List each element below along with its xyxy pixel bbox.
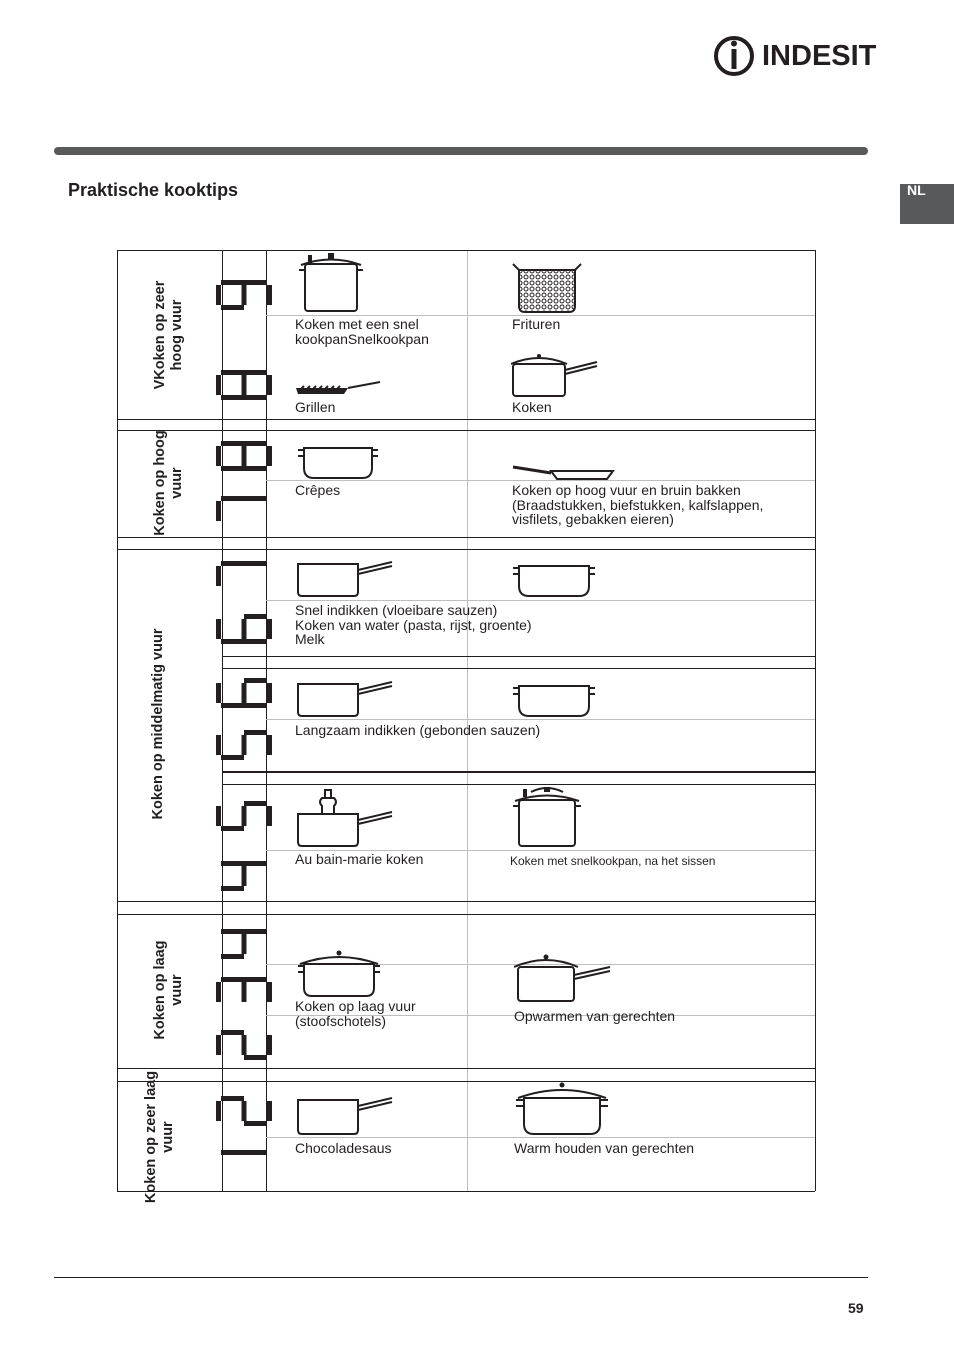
stewpot-icon	[296, 948, 382, 998]
section-divider	[117, 1081, 815, 1082]
heat-setting-digit-4	[216, 929, 272, 959]
digit-segment	[221, 1030, 244, 1035]
digit-segment	[221, 1096, 244, 1101]
digit-segment	[216, 806, 221, 826]
heat-setting-digit-2	[216, 1030, 272, 1060]
digit-segment	[216, 683, 221, 703]
caption-searing: Koken op hoog vuur en bruin bakken (Braadstukken, biefstukken, kalfslappen, visfilets, gebakken eieren)	[512, 482, 764, 527]
grill-pan-icon	[296, 378, 382, 398]
digit-segment	[267, 683, 272, 703]
digit-segment	[221, 826, 244, 831]
table-bottom-border	[117, 1191, 815, 1192]
digit-segment	[242, 375, 247, 395]
section-divider	[117, 901, 815, 902]
digit-segment	[244, 929, 267, 934]
section-divider	[117, 549, 815, 550]
caption-low-heat: Koken op laag vuur	[295, 998, 416, 1014]
digit-segment	[221, 561, 244, 566]
subsection-divider	[222, 771, 815, 773]
digit-segment	[216, 285, 221, 305]
casserole-icon	[296, 444, 380, 480]
digit-segment	[267, 446, 272, 466]
digit-segment	[244, 678, 267, 683]
digit-segment	[216, 982, 221, 1002]
heat-setting-digit-1	[216, 1150, 272, 1180]
digit-segment	[267, 375, 272, 395]
caption-pressure-after-hiss: Koken met snelkookpan, na het sissen	[510, 854, 716, 868]
digit-segment	[244, 730, 267, 735]
section-divider	[117, 1068, 815, 1069]
digit-segment	[267, 806, 272, 826]
section-label-text: Koken op middelmatig vuur	[150, 628, 166, 820]
caption-chocolate-sauce: Chocoladesaus	[295, 1140, 392, 1156]
digit-segment	[216, 1035, 221, 1055]
bain-marie-icon	[296, 788, 394, 848]
header-rule	[54, 147, 868, 155]
subsection-divider	[222, 656, 815, 657]
digit-segment	[242, 619, 247, 639]
digit-segment	[244, 977, 267, 982]
saucepan-icon	[511, 352, 599, 398]
digit-segment	[221, 639, 244, 644]
page-number: 59	[848, 1300, 864, 1316]
digit-segment	[221, 929, 244, 934]
digit-segment	[267, 619, 272, 639]
digit-segment	[244, 861, 267, 866]
section-label-high	[152, 423, 188, 543]
caption-boiling: Koken	[512, 399, 552, 415]
row-divider	[266, 1137, 815, 1138]
digit-segment	[244, 395, 267, 400]
digit-segment	[244, 496, 267, 501]
heat-setting-digit-9	[216, 280, 272, 310]
digit-segment	[242, 982, 247, 1002]
digit-segment	[221, 305, 244, 310]
heat-setting-digit-6	[216, 678, 272, 708]
frying-pan-icon	[511, 465, 615, 481]
digit-segment	[267, 735, 272, 755]
language-tab	[900, 184, 954, 224]
caption-crepes: Crêpes	[295, 482, 341, 498]
digit-segment	[221, 496, 244, 501]
digit-segment	[244, 801, 267, 806]
heat-setting-digit-7	[216, 496, 272, 526]
digit-segment	[221, 977, 244, 982]
digit-segment	[216, 1101, 221, 1121]
section-divider	[117, 430, 815, 431]
digit-segment	[244, 280, 267, 285]
digit-segment	[244, 1150, 267, 1155]
digit-segment	[267, 1035, 272, 1055]
digit-segment	[244, 561, 267, 566]
section-label-very-low	[143, 1069, 197, 1205]
digit-segment	[267, 982, 272, 1002]
saucepan-icon	[296, 1094, 394, 1136]
digit-segment	[216, 375, 221, 395]
digit-segment	[242, 285, 247, 305]
digit-segment	[221, 861, 244, 866]
section-label-text: Koken op zeer laag vuur	[143, 1070, 176, 1204]
caption-fast-thickening: Snel indikken (vloeibare sauzen)	[295, 602, 498, 618]
subsection-divider	[222, 784, 815, 785]
stewpot-icon	[514, 1080, 610, 1136]
digit-segment	[221, 280, 244, 285]
caption-frying: Frituren	[512, 316, 561, 332]
casserole-icon	[511, 682, 597, 718]
section-label-very-high	[152, 275, 188, 395]
digit-segment	[267, 285, 272, 305]
caption-bain-marie: Au bain-marie koken	[295, 851, 424, 867]
subsection-divider	[222, 668, 815, 669]
caption-keep-warm: Warm houden van gerechten	[514, 1140, 695, 1156]
digit-segment	[221, 755, 244, 760]
digit-segment	[242, 683, 247, 703]
saucepan-lid-icon	[514, 953, 612, 1003]
section-divider	[117, 419, 815, 420]
section-label-low	[152, 930, 188, 1050]
digit-segment	[221, 466, 244, 471]
item-column-divider	[467, 250, 468, 1191]
digit-segment	[242, 735, 247, 755]
digit-segment	[221, 395, 244, 400]
fryer-basket-icon	[511, 262, 583, 314]
digit-segment	[244, 639, 267, 644]
digit-segment	[242, 806, 247, 826]
digit-segment	[216, 735, 221, 755]
footer-rule	[54, 1277, 868, 1278]
digit-segment	[221, 1150, 244, 1155]
digit-segment	[242, 446, 247, 466]
digit-segment	[244, 370, 267, 375]
caption-low-heat-detail: (stoofschotels)	[295, 1013, 387, 1029]
digit-segment	[244, 1121, 267, 1126]
heat-setting-digit-5	[216, 730, 272, 760]
table-top-border	[117, 250, 815, 251]
row-divider	[266, 719, 815, 720]
section-divider	[117, 537, 815, 538]
digit-segment	[221, 886, 244, 891]
heat-setting-digit-4	[216, 861, 272, 891]
saucepan-icon	[296, 558, 394, 598]
digit-segment	[242, 866, 247, 886]
heat-setting-digit-8	[216, 441, 272, 471]
heat-setting-digit-6	[216, 614, 272, 644]
digit-segment	[242, 934, 247, 954]
digit-segment	[216, 566, 221, 586]
digit-segment	[244, 1055, 267, 1060]
caption-grilling: Grillen	[295, 399, 336, 415]
heat-setting-digit-5	[216, 801, 272, 831]
digit-segment	[216, 446, 221, 466]
caption-milk: Melk	[295, 631, 325, 647]
brand-name: INDESIT	[762, 40, 877, 72]
digit-segment	[221, 370, 244, 375]
digit-segment	[242, 1101, 247, 1121]
page-title: Praktische kooktips	[68, 180, 239, 200]
heat-setting-digit-2	[216, 1096, 272, 1126]
section-label-text: Koken op laag vuur	[152, 940, 185, 1040]
saucepan-icon	[296, 678, 394, 718]
digit-segment	[244, 466, 267, 471]
digit-segment	[216, 619, 221, 639]
digit-segment	[242, 1035, 247, 1055]
casserole-icon	[511, 562, 597, 598]
digit-segment	[221, 954, 244, 959]
section-divider	[117, 914, 815, 915]
digit-segment	[221, 703, 244, 708]
digit-segment	[244, 703, 267, 708]
pressure-cooker-icon	[511, 786, 583, 848]
digit-segment	[221, 441, 244, 446]
section-label-text: VKoken op zeer hoog vuur	[152, 280, 185, 390]
language-tab-label: NL	[907, 182, 926, 198]
heat-setting-digit-3	[216, 977, 272, 1007]
table-left-border	[117, 250, 118, 1191]
digit-segment	[244, 614, 267, 619]
caption-slow-thickening: Langzaam indikken (gebonden sauzen)	[295, 722, 541, 738]
caption-boiling-water: Koken van water (pasta, rijst, groente)	[295, 617, 532, 633]
section-label-medium	[150, 534, 172, 914]
table-right-border	[815, 250, 816, 1191]
digit-segment	[216, 501, 221, 521]
row-divider	[266, 600, 815, 601]
digit-segment	[244, 441, 267, 446]
section-label-text: Koken op hoog vuur	[152, 430, 185, 536]
pressure-cooker-icon	[296, 252, 366, 314]
caption-reheating: Opwarmen van gerechten	[514, 1008, 676, 1024]
heat-setting-digit-8	[216, 370, 272, 400]
heat-setting-digit-7	[216, 561, 272, 591]
caption-pressure-cooking: Koken met een snel kookpanSnelkookpan	[295, 316, 429, 347]
digit-segment	[267, 1101, 272, 1121]
